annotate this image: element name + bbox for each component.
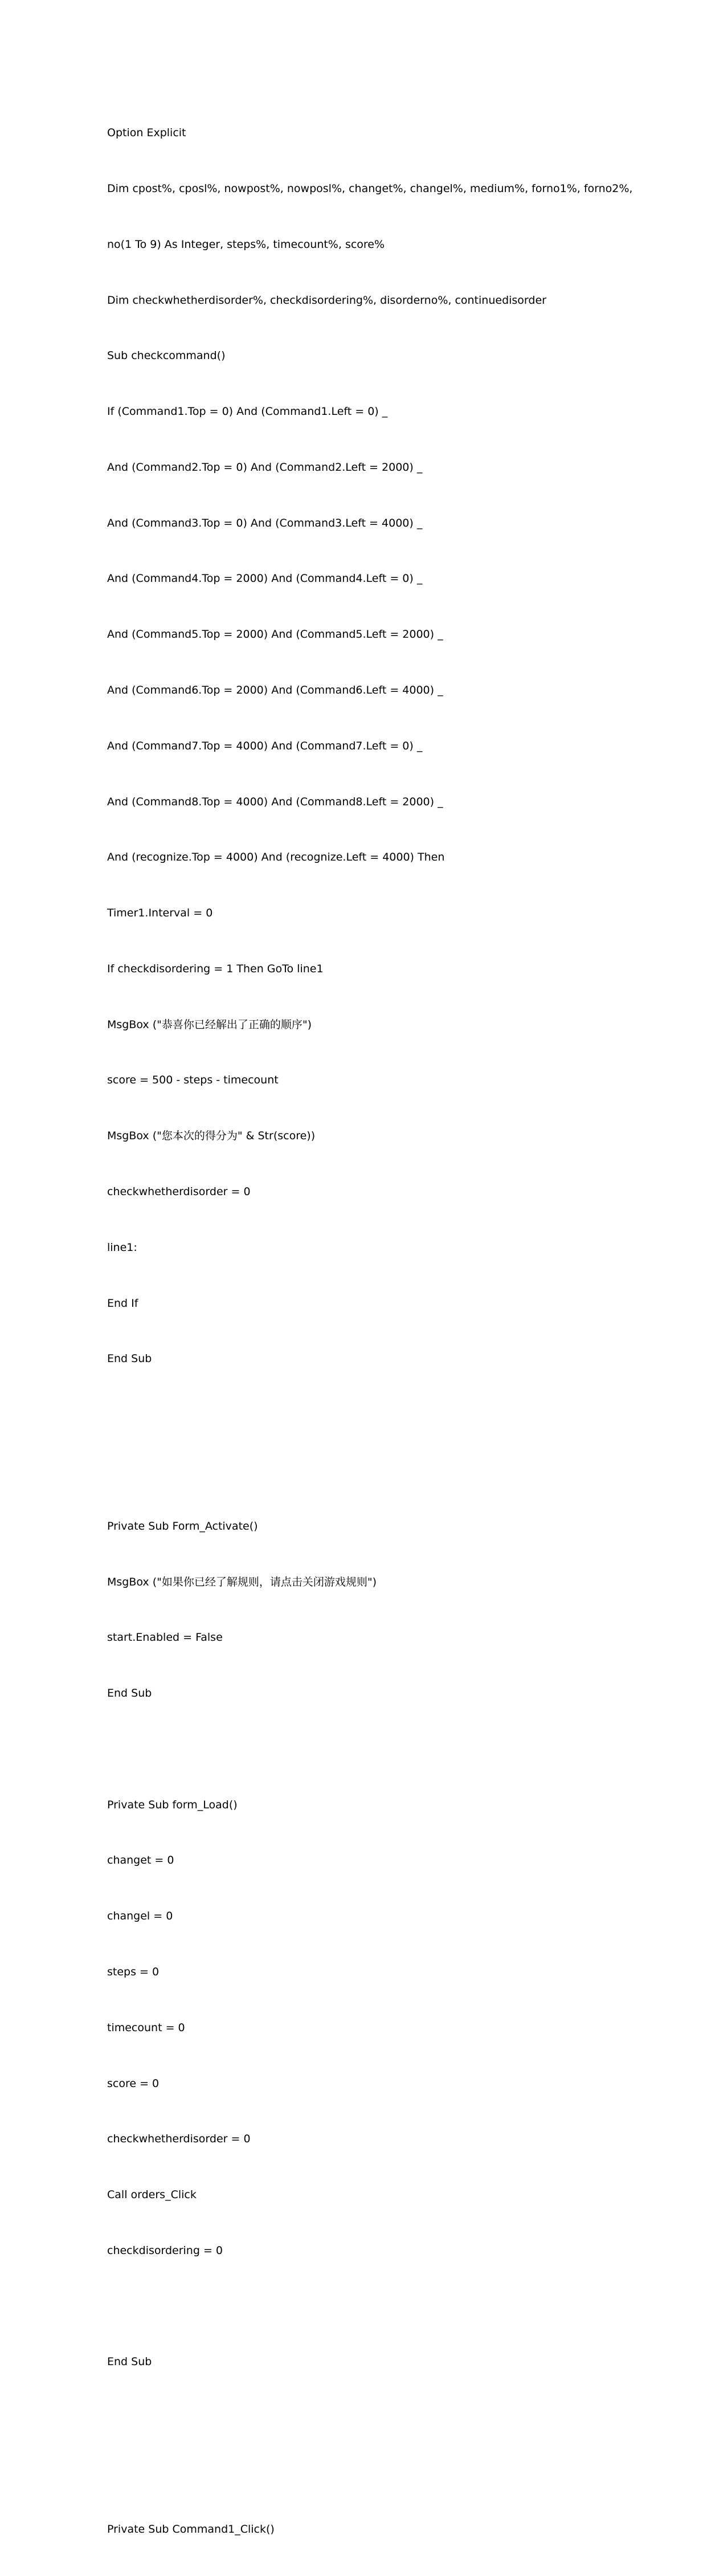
code-line: Private Sub Command1_Click() bbox=[107, 2522, 275, 2536]
code-line: And (recognize.Top = 4000) And (recognize.Left = 4000) Then bbox=[107, 851, 445, 864]
code-line: Dim cpost%, cposl%, nowpost%, nowposl%, changet%, changel%, medium%, forno1%, forno2%, bbox=[107, 182, 633, 195]
code-line: MsgBox ("如果你已经了解规则，请点击关闭游戏规则") bbox=[107, 1575, 377, 1588]
code-line: And (Command2.Top = 0) And (Command2.Left = 2000) _ bbox=[107, 460, 423, 474]
code-line: start.Enabled = False bbox=[107, 1631, 223, 1644]
code-line: And (Command6.Top = 2000) And (Command6.Left = 4000) _ bbox=[107, 684, 443, 696]
code-line: checkwhetherdisorder = 0 bbox=[107, 2133, 251, 2146]
code-line: End If bbox=[107, 1297, 138, 1310]
code-line: Option Explicit bbox=[107, 127, 186, 140]
code-line: steps = 0 bbox=[107, 1965, 160, 1978]
blank-line bbox=[107, 2297, 620, 2316]
code-line: changet = 0 bbox=[107, 1854, 174, 1867]
code-line: End Sub bbox=[107, 1352, 152, 1366]
blank-line bbox=[107, 1740, 620, 1759]
blank-line bbox=[107, 1405, 620, 1424]
code-line: End Sub bbox=[107, 2355, 152, 2369]
code-line: If checkdisordering = 1 Then GoTo line1 bbox=[107, 962, 324, 975]
code-line: And (Command3.Top = 0) And (Command3.Left = 4000) _ bbox=[107, 516, 423, 529]
code-line: changel = 0 bbox=[107, 1910, 173, 1923]
code-line: Sub checkcommand() bbox=[107, 349, 226, 362]
code-line: no(1 To 9) As Integer, steps%, timecount%, score% bbox=[107, 238, 385, 251]
code-line: And (Command8.Top = 4000) And (Command8.Left = 2000) _ bbox=[107, 795, 443, 808]
blank-line bbox=[107, 1461, 620, 1480]
code-line: Private Sub Form_Activate() bbox=[107, 1519, 258, 1532]
blank-line bbox=[107, 2464, 620, 2483]
code-line: Timer1.Interval = 0 bbox=[107, 907, 213, 920]
code-line: And (Command7.Top = 4000) And (Command7.Left = 0) _ bbox=[107, 739, 423, 752]
code-line: line1: bbox=[107, 1241, 137, 1254]
code-line: checkwhetherdisorder = 0 bbox=[107, 1185, 251, 1199]
code-line: checkdisordering = 0 bbox=[107, 2244, 223, 2257]
code-line: score = 500 - steps - timecount bbox=[107, 1074, 279, 1087]
code-line: Call orders_Click bbox=[107, 2188, 197, 2202]
code-line: Dim checkwhetherdisorder%, checkdisordering%, disorderno%, continuedisorder bbox=[107, 294, 546, 307]
code-line: score = 0 bbox=[107, 2077, 160, 2090]
code-line: MsgBox ("恭喜你已经解出了正确的顺序") bbox=[107, 1018, 312, 1031]
code-line: And (Command4.Top = 2000) And (Command4.Left = 0) _ bbox=[107, 572, 423, 585]
code-line: Private Sub form_Load() bbox=[107, 1798, 238, 1811]
code-line: timecount = 0 bbox=[107, 2021, 185, 2034]
code-line: End Sub bbox=[107, 1687, 152, 1700]
code-line: MsgBox ("您本次的得分为" & Str(score)) bbox=[107, 1130, 316, 1143]
code-line: And (Command5.Top = 2000) And (Command5.Left = 2000) _ bbox=[107, 628, 443, 641]
blank-line bbox=[107, 2408, 620, 2427]
code-line: If (Command1.Top = 0) And (Command1.Left = 0) _ bbox=[107, 405, 388, 418]
code-listing bbox=[107, 87, 633, 2576]
